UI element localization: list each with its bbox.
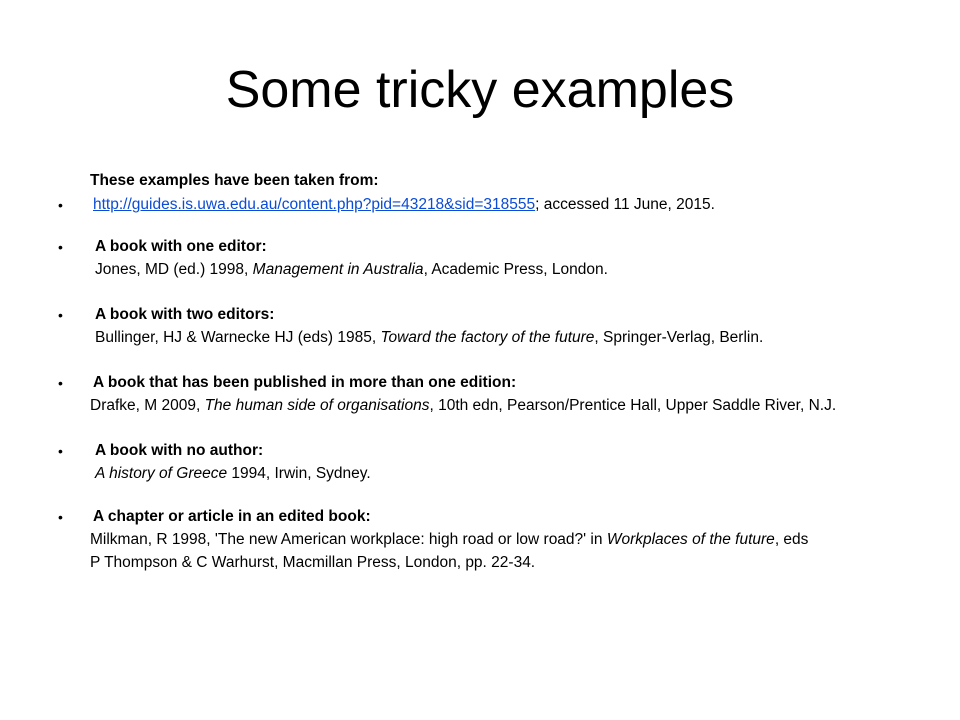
citation-line [90, 530, 808, 550]
bullet-glyph: • [58, 307, 63, 323]
source-intro: These examples have been taken from: [90, 172, 379, 189]
source-suffix: ; accessed 11 June, 2015. [535, 196, 715, 213]
item-heading-two-editors: A book with two editors: [95, 306, 275, 323]
citation-line [90, 553, 535, 573]
citation-text: Jones, MD (ed.) 1998, [95, 261, 253, 278]
citation-text: Bullinger, HJ & Warnecke HJ (eds) 1985, [95, 329, 381, 346]
citation-line [95, 328, 763, 348]
source-link[interactable]: http://guides.is.uwa.edu.au/content.php?pid=43218&sid=318555 [93, 196, 536, 213]
item-heading-chapter-in-edited-book: A chapter or article in an edited book: [93, 508, 371, 525]
citation-text: , Academic Press, London. [423, 261, 608, 278]
citation-title: Toward the factory of the future [380, 329, 595, 346]
citation-title: A history of Greece [95, 465, 228, 482]
bullet-glyph: • [58, 375, 63, 391]
citation-line [95, 464, 371, 484]
citation-text: , Springer-Verlag, Berlin. [594, 329, 764, 346]
citation-title: Workplaces of the future [606, 531, 775, 548]
bullet-glyph: • [58, 443, 63, 459]
citation-text: , eds [774, 531, 809, 548]
citation-text: , 10th edn, Pearson/Prentice Hall, Upper Saddle River, N.J. [429, 397, 837, 414]
bullet-glyph: • [58, 197, 63, 213]
item-heading-no-author: A book with no author: [95, 442, 264, 459]
citation-text: P Thompson & C Warhurst, Macmillan Press, London, pp. 22-34. [90, 554, 536, 571]
item-heading-multiple-editions: A book that has been published in more than one edition: [93, 374, 517, 391]
source-line [93, 195, 715, 215]
bullet-glyph: • [58, 509, 63, 525]
citation-line [90, 396, 836, 416]
citation-text: Milkman, R 1998, 'The new American workplace: high road or low road?' in [90, 531, 607, 548]
citation-title: Management in Australia [252, 261, 424, 278]
item-heading-one-editor: A book with one editor: [95, 238, 267, 255]
citation-text: 1994, Irwin, Sydney. [227, 465, 371, 482]
bullet-glyph: • [58, 239, 63, 255]
slide-title: Some tricky examples [225, 61, 735, 119]
citation-title: The human side of organisations [204, 397, 430, 414]
citation-text: Drafke, M 2009, [90, 397, 205, 414]
citation-line [95, 260, 608, 280]
